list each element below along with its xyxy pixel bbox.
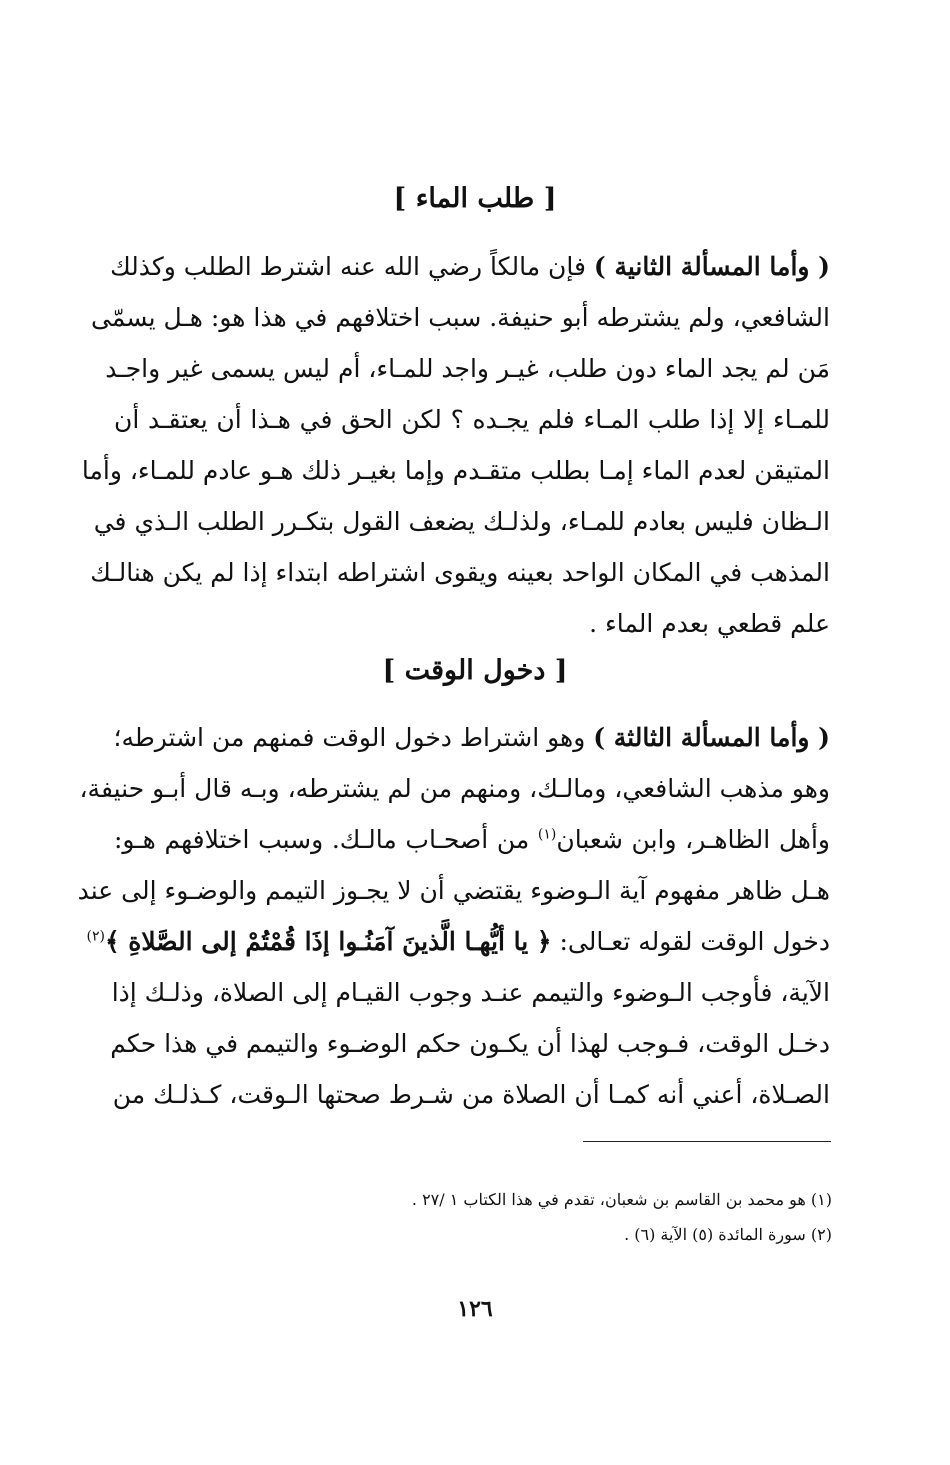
paragraph-line: المتيقن لعدم الماء إمـا بطلب متقـدم وإما بغيـر ذلك هـو عادم للمـاء، وأما	[81, 456, 830, 485]
footnote-ref: (٢)	[86, 928, 105, 945]
paragraph-line: دخول الوقت لقوله تعـالى: ﴿ يا أيُّهـا الَّذينَ آمَنُـوا إذَا قُمْتُمْ إلى الصَّلاةِ ﴾$^{(٢)}$	[86, 927, 830, 956]
paragraph-line: ( وأما المسألة الثانية ) فإن مالكاً رضي الله عنه اشترط الطلب وكذلك	[110, 252, 830, 281]
section-heading-prayer-time: [ دخول الوقت ]	[382, 655, 568, 686]
paragraph-line: ( وأما المسألة الثالثة ) وهو اشتراط دخول الوقت فمنهم من اشترطه؛	[113, 723, 830, 752]
paragraph-line: الآية، فأوجب الـوضوء والتيمم عنـد وجوب القيـام إلى الصلاة، وذلـك إذا	[111, 978, 830, 1007]
paragraph-line: علم قطعي بعدم الماء .	[589, 609, 830, 638]
footnote-separator	[583, 1141, 831, 1142]
paragraph-line: وهو مذهب الشافعي، ومالـك، ومنهم من لم يشترطه، وبـه قال أبـو حنيفة،	[79, 774, 830, 803]
footnote-2: (٢) سورة المائدة (٥) الآية (٦) .	[624, 1225, 832, 1244]
footnote-1: (١) هو محمد بن القاسم بن شعبان، تقدم في هذا الكتاب ١ /٢٧ .	[411, 1190, 832, 1209]
page-number: ١٢٦	[457, 1296, 493, 1322]
paragraph-line: دخـل الوقت، فـوجب لهذا أن يكـون حكم الوضـوء والتيمم في هذا حكم	[110, 1029, 830, 1058]
footnote-ref: (١)	[537, 826, 557, 843]
paragraph-line: للمـاء إلا إذا طلب المـاء فلم يجـده ؟ لكن الحق في هـذا أن يعتقـد أن	[114, 405, 830, 434]
section-heading-water-search: [ طلب الماء ]	[393, 183, 557, 214]
paragraph-line: الصـلاة، أعني أنه كمـا أن الصلاة من شـرط صحتها الـوقت، كـذلـك من	[112, 1080, 830, 1109]
paragraph-line: مَن لم يجد الماء دون طلب، غيـر واجد للمـاء، أم ليس يسمى غير واجـد	[105, 354, 830, 383]
paragraph-line: الـظان فليس بعادم للمـاء، ولذلـك يضعف القول بتكـرر الطلب الـذي في	[93, 507, 830, 536]
quran-verse: ﴿ يا أيُّهـا الَّذينَ آمَنُـوا إذَا قُمْتُمْ إلى الصَّلاةِ ﴾	[104, 927, 552, 956]
paragraph-line: وأهل الظاهـر، وابن شعبان$^{(١)}$ من أصحـاب مالـك. وسبب اختلافهم هـو:	[114, 825, 830, 854]
paragraph-line: هـل ظاهر مفهوم آية الـوضوء يقتضي أن لا يجـوز التيمم والوضـوء إلى عند	[77, 876, 830, 905]
paragraph-line: المذهب في المكان الواحد بعينه ويقوى اشتراطه ابتداء إذا لم يكن هنالـك	[90, 558, 830, 587]
paragraph-line: الشافعي، ولم يشترطه أبو حنيفة. سبب اختلافهم في هذا هو: هـل يسمّى	[91, 303, 830, 332]
issue-lead: ( وأما المسألة الثانية )	[593, 252, 830, 281]
issue-lead: ( وأما المسألة الثالثة )	[593, 723, 830, 752]
